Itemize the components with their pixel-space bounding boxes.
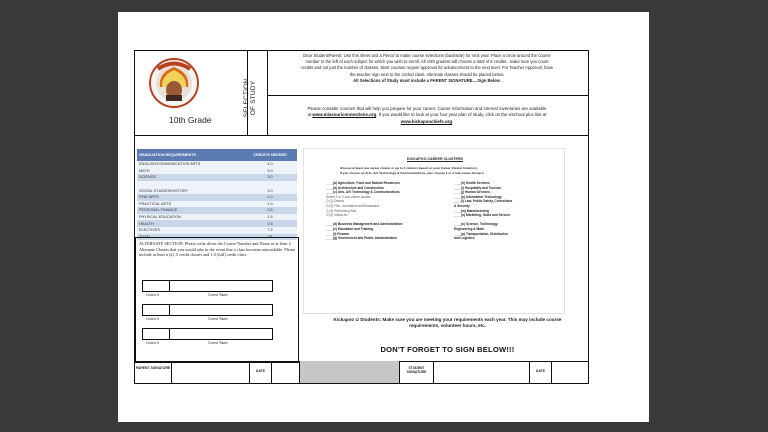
cluster-item[interactable]: ____(h) Health Services [454,181,490,185]
subject-cell: PRACTICAL ARTS [137,201,243,208]
cluster-item[interactable]: ____(k) Information Technology [454,194,502,199]
course-number-label: Course # [146,341,159,345]
career-clusters-panel [303,148,565,314]
parent-signature-field[interactable] [171,361,249,383]
clusters-instructions [340,166,484,176]
cluster-item[interactable]: ____(o) Science, Technology, [454,222,499,227]
clusters-title: KICKAPOO CAREER CLUSTERS [407,157,463,161]
student-date-field[interactable] [551,361,588,383]
cluster-item: O (1) Drama [326,199,344,204]
parent-date-label: DATE [249,361,271,383]
subject-cell: ELECTIVES [137,227,243,234]
subject-cell: PHYSICAL EDUCATION [137,214,243,221]
cluster-item[interactable]: ____(g) Government and Public Administration [326,236,398,241]
selection-of-study-label: SELECTION OF STUDY [243,78,257,118]
credits-cell: 1.0 [243,194,297,201]
intro-line: the teacher sign next to the circled class. Alternate classes should be placed below. [349,71,505,77]
cluster-item[interactable]: and Logistics [454,236,475,241]
alternate-course-row [142,280,270,297]
subject-cell: HEALTH [137,220,243,227]
cluster-item[interactable]: ____(l) Law, Public Safety, Corrections [454,199,513,204]
credits-cell: 3.0 [243,174,297,181]
table-row [137,207,297,214]
cluster-item[interactable]: ____(j) Human Services [454,190,490,195]
gray-separator [299,361,399,383]
intro-bold: All Selections of Study must include a PARENT SIGNATURE....Sign Below. [353,77,501,83]
table-row [137,194,297,201]
cluster-item: O (3) Performing Arts [326,208,357,213]
table-row [137,220,297,227]
career-consider-text: Please consider courses that will help you prepare for your career. Career information and interest inventories are available at www.missouriconnections.org. If you would like to look at your four year plan of study, click on the eSchool plus link at www.kickapoochiefs.org. [267,106,587,125]
alternate-instructions: ALTERNATE SECTION: Please write down the Course Number and Name of at least 2 Alternate Classes that you would take in the event that a class becomes unavailable. Please include at least a (2) .5 credit classes and 1.0 (full) credit class. [139,241,296,257]
table-row [137,187,297,194]
clusters-right-column [454,181,512,241]
cluster-item[interactable]: Engineering & Math [454,226,484,231]
chief-head-icon [149,57,199,109]
course-name-label: Course Name [208,293,228,297]
credits-cell: 0.5 [243,207,297,214]
consider-line: Please consider courses that will help you prepare for your career. Career information and interest inventories are available [307,106,547,111]
cluster-item[interactable]: ____(a) Agriculture, Food and Natural Resources [326,181,400,185]
student-date-label: DATE [529,361,551,383]
course-number-label: Course # [146,317,159,321]
table-header [137,149,297,161]
course-name-field[interactable] [169,304,273,316]
kickapoo-chiefs-link[interactable]: www.kickapoochiefs.org [400,118,453,124]
intro-text [267,53,587,84]
table-row [137,227,297,234]
graduation-requirements-table [137,149,297,240]
credits-cell: 4.0 [243,161,297,168]
credits-cell: 1.0 [243,201,297,208]
header-cell: CREDITS NEEDED [243,149,297,161]
intro-line: number to the left of each subject for which you wish to enroll. All 10th graders will choose a total of 8 credits...make sure you count [305,59,549,65]
cluster-item: O (2) Film, Journalism and Broadcast [326,203,379,208]
cluster-item[interactable]: ____(n) Marketing, Sales and Service [454,213,510,218]
subject-cell [137,181,243,188]
student-signature-field[interactable] [433,361,529,383]
cluster-item[interactable]: ____(c) Arts, A/V Technology & Communications [326,190,400,195]
signature-row [135,361,588,383]
credits-cell: 3.0 [243,168,297,175]
missouri-connections-link[interactable]: www.missouriconnections.org [312,112,377,118]
intro-line: credits and not just the number of classes. Most courses require approval for advancement to the next level. For Teacher Approval, have [300,65,554,71]
credits-cell: 1.5 [243,214,297,221]
instruction-line: Choose at least one career cluster or up to 4 clusters based on your Career Cluster Inventory. [340,166,478,170]
parent-date-field[interactable] [271,361,299,383]
table-row [137,214,297,221]
kickapoo-chiefs-logo [149,57,199,109]
subject-cell: TOTAL [137,234,243,241]
cluster-item[interactable]: ____(e) Education and Training [326,226,374,231]
kickapoo-u-note [305,317,590,330]
consider-tail: . If you would like to look at your four year plan of study, click on the eSchool plus link at [376,112,547,118]
header-divider [135,135,588,136]
subject-cell: ENGLISH/COMMUNICATION ARTS [137,161,243,168]
subject-cell: FINE ARTS [137,194,243,201]
credits-cell: 7.5 [243,227,297,234]
cluster-item: Select 1 or 2 sub-career cluster: [326,194,372,199]
intro-line: Dear Student/Parent: Use this sheet and a Pencil to make course selections (backside) for next year. Place a circle around the course [303,53,551,58]
alternate-section [135,237,299,363]
cluster-item[interactable]: ____(i) Hospitality and Tourism [454,185,502,190]
alternate-course-row [142,304,270,321]
student-signature-label: STUDENT SIGNATURE [399,361,433,383]
cluster-item[interactable]: ____(d) Business Management and Administration [326,222,403,227]
table-row [137,161,297,168]
cluster-item: O (4) Visual Art [326,213,348,218]
table-row [137,174,297,181]
subject-cell: PERSONAL FINANCE [137,207,243,214]
cluster-item[interactable]: ____(m) Manufacturing [454,208,489,213]
credits-cell: 0.5 [243,220,297,227]
header-cell: GRADUATION REQUIREMENTS [137,149,243,161]
course-number-field[interactable] [142,280,170,292]
course-name-label: Course Name [208,341,228,345]
table-row [137,168,297,175]
course-name-field[interactable] [169,280,273,292]
instruction-line: If you choose (c) Arts, A/V Technology & Communications, also choose 1 or 2 sub-career clusters. [340,171,485,175]
course-number-field[interactable] [142,328,170,340]
cluster-item[interactable]: ____(f) Finance [326,231,350,236]
course-name-field[interactable] [169,328,273,340]
alternate-course-row [142,328,270,345]
subject-cell: SCIENCE [137,174,243,181]
course-name-label: Course Name [208,317,228,321]
clusters-left-column [326,181,402,241]
form-page [118,12,649,422]
dont-forget-banner: DON'T FORGET TO SIGN BELOW!!! [380,345,515,354]
consider-at: at [307,112,312,118]
cluster-item[interactable]: & Security [454,203,470,208]
cluster-item[interactable]: ____(p) Transportation, Distribution [454,231,509,236]
table-row [137,201,297,208]
parent-signature-label: PARENT SIGNATURE [135,366,171,370]
credits-cell [243,181,297,188]
subject-cell: SOCIAL STUDIES/HISTORY [137,187,243,194]
credits-cell: 3.0 [243,187,297,194]
course-number-label: Course # [146,293,159,297]
intro-divider [267,95,588,96]
grade-label: 10th Grade [169,115,212,125]
course-number-field[interactable] [142,304,170,316]
credits-cell: 25 [243,234,297,241]
table-row [137,181,297,188]
cluster-item[interactable]: ____(b) Architecture and Construction [326,185,384,190]
selection-of-study-form [134,50,589,384]
subject-cell: MATH [137,168,243,175]
ku-line: requirements, volunteer hours, etc. [409,323,486,329]
ku-line: Kickapoo U Students: Make sure you are meeting your requirements each year. This may include course [333,317,562,322]
